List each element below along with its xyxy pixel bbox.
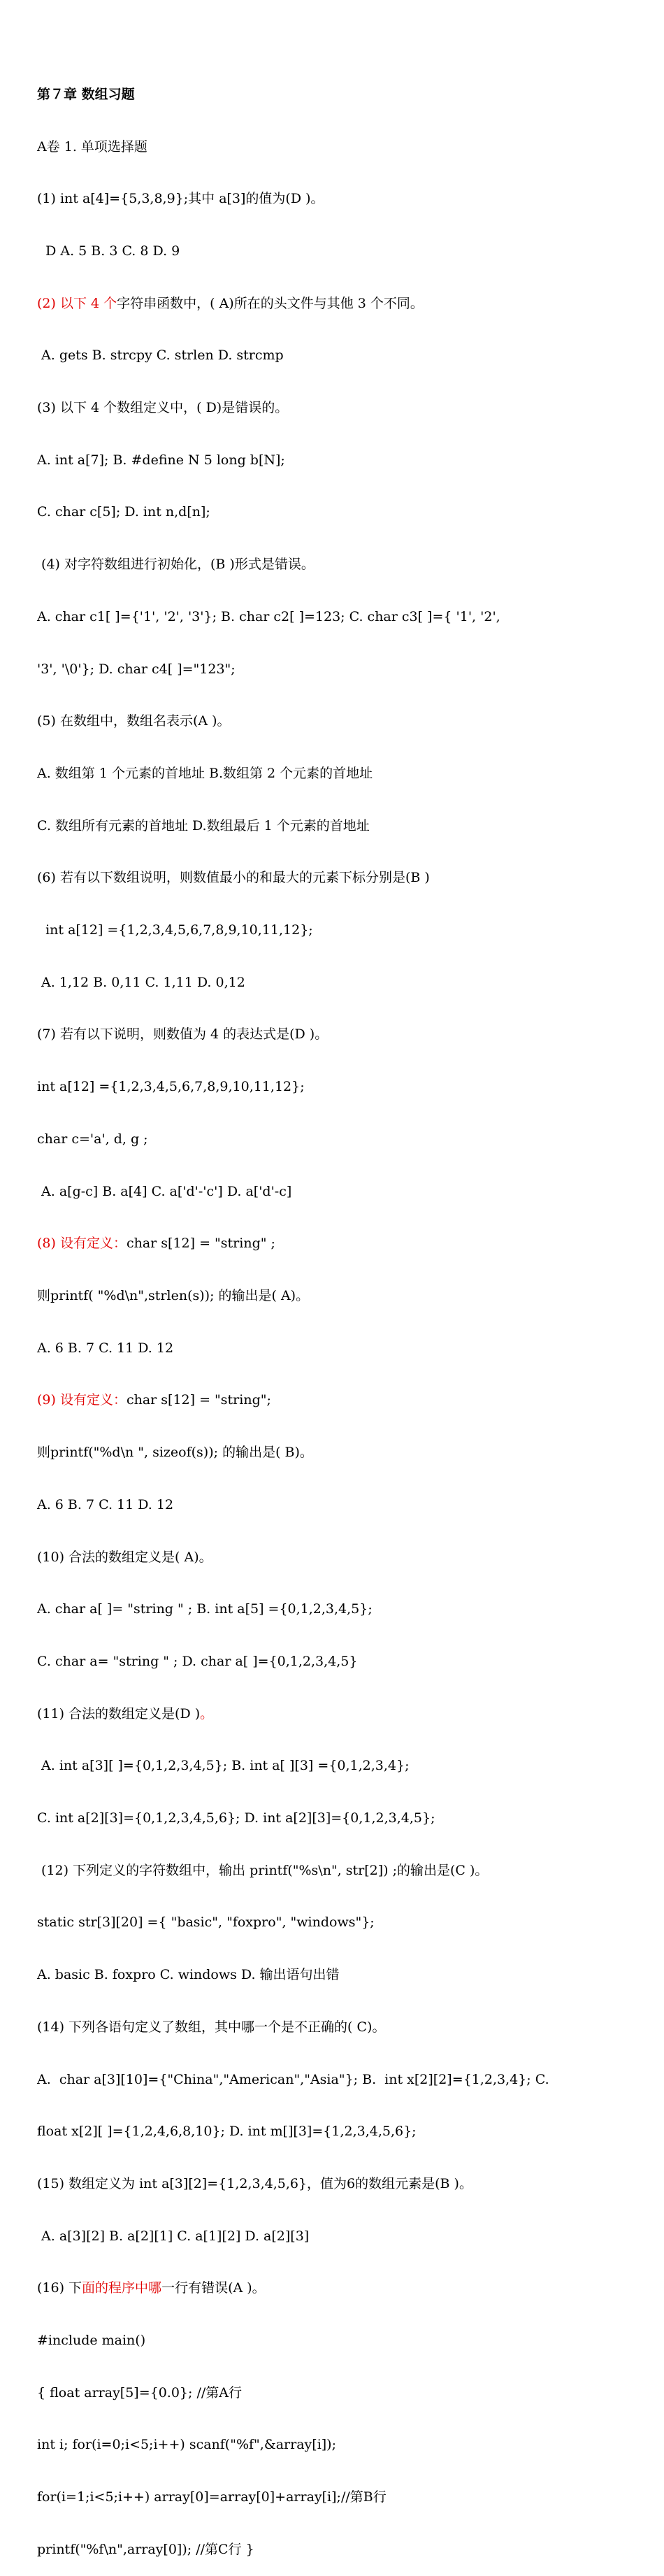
question-2 (37, 295, 638, 313)
question-16-code-2: { float array[5]={0.0}; //第A行 (37, 2384, 242, 2400)
question-8-code: char s[12] = "string" ; (126, 1236, 275, 1252)
question-9-highlight: (9) 设有定义： (37, 1392, 127, 1408)
question-16-code-3: int i; for(i=0;i<5;i++) scanf("%f",&array[i]); (37, 2437, 337, 2453)
question-2-text: 字符串函数中，( A)所在的头文件与其他 3 个不同。 (117, 295, 424, 311)
question-5-options-ab: A. 数组第 1 个元素的首地址 B.数组第 2 个元素的首地址 (37, 765, 373, 781)
question-3-options-cd: C. char c[5]; D. int n,d[n]; (37, 504, 210, 520)
question-4-options-1: A. char c1[ ]={'1', '2', '3'}; B. char c2[ ]=123; C. char c3[ ]={ '1', '2', (37, 608, 500, 624)
question-15-options: A. a[3][2] B. a[2][1] C. a[1][2] D. a[2][3] (37, 2228, 310, 2244)
section-heading: A卷 1. 单项选择题 (37, 138, 147, 155)
question-2-highlight: (2) 以下 4 个 (37, 295, 117, 311)
question-16-text-b: 一行有错误(A )。 (161, 2280, 266, 2296)
question-3: (3) 以下 4 个数组定义中，( D)是错误的。 (37, 400, 289, 416)
question-8 (37, 1235, 638, 1252)
question-16-code-4: for(i=1;i<5;i++) array[0]=array[0]+array[i];//第B行 (37, 2489, 387, 2505)
question-9-options: A. 6 B. 7 C. 11 D. 12 (37, 1496, 174, 1512)
question-14-options-1: A. char a[3][10]={"China","American","Asia"}; B. int x[2][2]={1,2,3,4}; C. (37, 2071, 549, 2087)
question-15: (15) 数组定义为 int a[3][2]={1,2,3,4,5,6}，值为6的数组元素是(B )。 (37, 2175, 472, 2191)
question-9 (37, 1391, 638, 1409)
question-12: (12) 下列定义的字符数组中，输出 printf("%s\n", str[2]) ;的输出是(C )。 (37, 1862, 489, 1878)
question-5: (5) 在数组中，数组名表示(A )。 (37, 713, 231, 729)
exercise-document (37, 51, 638, 2576)
question-14-options-2: float x[2][ ]={1,2,4,6,8,10}; D. int m[][3]={1,2,3,4,5,6}; (37, 2124, 417, 2140)
question-11-options-cd: C. int a[2][3]={0,1,2,3,4,5,6}; D. int a[2][3]={0,1,2,3,4,5}; (37, 1810, 435, 1826)
question-3-options-ab: A. int a[7]; B. #define N 5 long b[N]; (37, 452, 285, 468)
question-16-code-5: printf("%f\n",array[0]); //第C行 } (37, 2541, 254, 2557)
question-16-code-1: #include main() (37, 2333, 146, 2349)
question-7-code-1: int a[12] ={1,2,3,4,5,6,7,8,9,10,11,12}; (37, 1079, 305, 1095)
question-8-prompt: 则printf( "%d\n",strlen(s)); 的输出是( A)。 (37, 1287, 310, 1303)
question-7-code-2: char c='a', d, g ; (37, 1131, 148, 1147)
question-16-text-a: (16) 下 (37, 2280, 82, 2296)
question-1-options: D A. 5 B. 3 C. 8 D. 9 (37, 243, 180, 259)
question-1: (1) int a[4]={5,3,8,9};其中 a[3]的值为(D )。 (37, 191, 324, 207)
question-6-code: int a[12] ={1,2,3,4,5,6,7,8,9,10,11,12}; (37, 922, 313, 938)
question-10-options-ab: A. char a[ ]= "string " ; B. int a[5] ={0,1,2,3,4,5}; (37, 1601, 373, 1617)
question-11-highlight: 。 (200, 1705, 214, 1722)
question-10: (10) 合法的数组定义是( A)。 (37, 1549, 212, 1565)
question-11 (37, 1705, 638, 1723)
question-7: (7) 若有以下说明，则数值为 4 的表达式是(D )。 (37, 1026, 329, 1043)
question-16-highlight: 面的程序中哪 (82, 2280, 162, 2296)
question-8-options: A. 6 B. 7 C. 11 D. 12 (37, 1340, 174, 1356)
question-6-options: A. 1,12 B. 0,11 C. 1,11 D. 0,12 (37, 974, 245, 990)
question-4-options-2: '3', '\0'}; D. char c4[ ]="123"; (37, 661, 236, 677)
question-12-options: A. basic B. foxpro C. windows D. 输出语句出错 (37, 1967, 340, 1983)
question-14: (14) 下列各语句定义了数组，其中哪一个是不正确的( C)。 (37, 2019, 386, 2035)
question-2-options: A. gets B. strcpy C. strlen D. strcmp (37, 348, 284, 364)
question-6: (6) 若有以下数组说明，则数值最小的和最大的元素下标分别是(B ) (37, 870, 430, 886)
question-7-options: A. a[g-c] B. a[4] C. a['d'-'c'] D. a['d'-c] (37, 1183, 292, 1199)
question-11-options-ab: A. int a[3][ ]={0,1,2,3,4,5}; B. int a[ ][3] ={0,1,2,3,4}; (37, 1758, 410, 1774)
question-8-highlight: (8) 设有定义： (37, 1236, 127, 1252)
question-5-options-cd: C. 数组所有元素的首地址 D.数组最后 1 个元素的首地址 (37, 817, 370, 833)
question-16 (37, 2280, 638, 2297)
question-10-options-cd: C. char a= "string " ; D. char a[ ]={0,1,2,3,4,5} (37, 1653, 358, 1669)
question-12-code: static str[3][20] ={ "basic", "foxpro", "windows"}; (37, 1915, 375, 1931)
page-title: 第７章 数组习题 (37, 86, 135, 102)
question-11-text: (11) 合法的数组定义是(D ) (37, 1705, 201, 1722)
question-4: (4) 对字符数组进行初始化，(B )形式是错误。 (37, 557, 315, 573)
question-9-prompt: 则printf("%d\n ", sizeof(s)); 的输出是( B)。 (37, 1445, 313, 1461)
question-9-code: char s[12] = "string"; (126, 1392, 271, 1408)
